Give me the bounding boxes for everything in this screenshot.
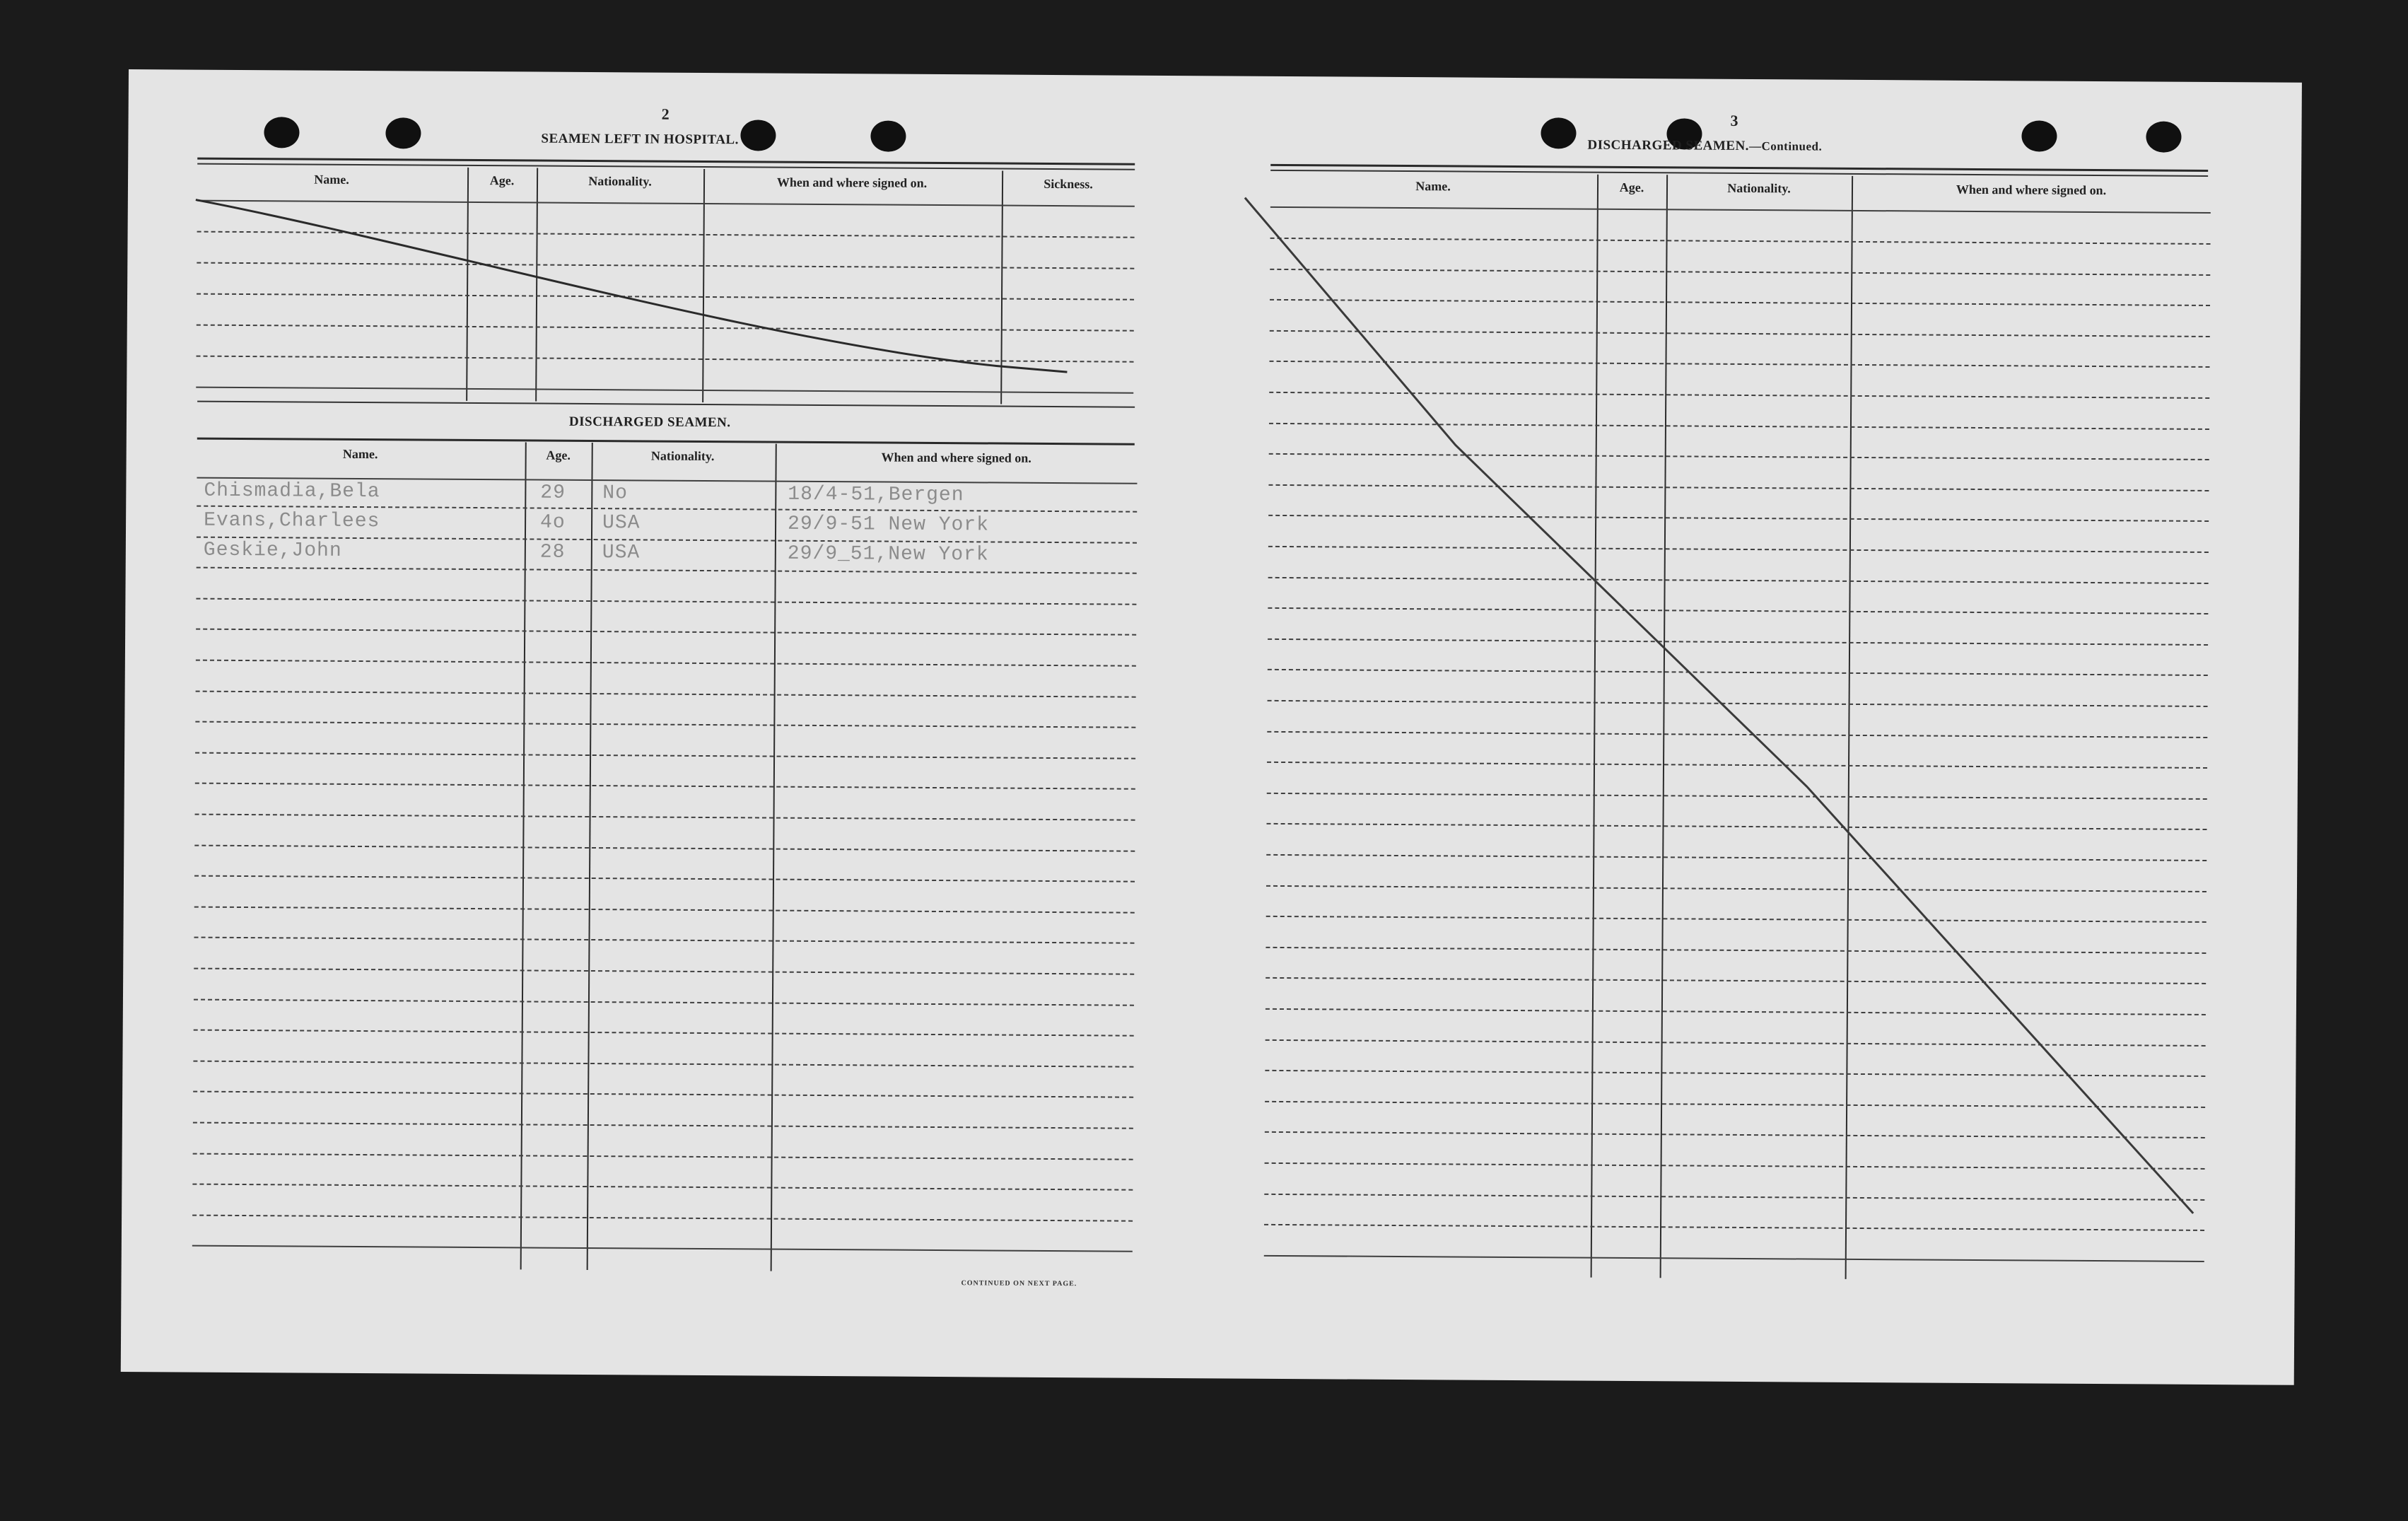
hospital-row-line xyxy=(197,231,1135,238)
ruled-line xyxy=(195,783,1135,790)
column-divider xyxy=(1591,175,1599,1278)
hospital-row-line xyxy=(196,387,1133,394)
right-section-title xyxy=(1587,138,1822,155)
hospital-col-sickness: Sickness. xyxy=(1044,176,1093,192)
ruled-line xyxy=(194,1030,1134,1037)
discharged-table xyxy=(192,441,1138,1274)
hospital-col-nationality: Nationality. xyxy=(588,173,652,189)
discharged-row-1-signed-on: 18/4-51,Bergen xyxy=(788,483,964,507)
right-col-age: Age. xyxy=(1619,180,1644,195)
binder-hole xyxy=(2021,120,2057,151)
left-page-number: 2 xyxy=(661,105,670,123)
ruled-line xyxy=(194,906,1135,913)
hospital-row-line xyxy=(197,325,1134,332)
column-divider xyxy=(520,442,527,1269)
right-title-continued: —Continued. xyxy=(1748,139,1823,153)
ruled-line xyxy=(1268,546,2209,553)
right-col-signed-on: When and where signed on. xyxy=(1956,182,2107,198)
ruled-line xyxy=(196,660,1136,667)
ruled-line xyxy=(193,1122,1133,1129)
ruled-line xyxy=(193,1153,1133,1160)
hospital-col-name: Name. xyxy=(314,172,349,187)
ruled-line xyxy=(195,721,1135,728)
ruled-line xyxy=(1265,1131,2205,1138)
ruled-line xyxy=(196,629,1136,636)
ruled-line xyxy=(194,875,1135,882)
ruled-line xyxy=(1270,268,2210,275)
column-divider xyxy=(1845,176,1854,1279)
ruled-line xyxy=(1268,607,2208,614)
ruled-line xyxy=(196,690,1136,697)
discharged-col-age: Age. xyxy=(546,448,571,462)
hospital-row-line xyxy=(197,356,1134,363)
ruled-line xyxy=(1267,793,2207,800)
continued-footnote: CONTINUED ON NEXT PAGE. xyxy=(961,1279,1077,1288)
hospital-section-title: SEAMEN LEFT IN HOSPITAL. xyxy=(541,131,739,148)
hospital-row-line xyxy=(197,293,1134,301)
ruled-line xyxy=(1268,639,2208,646)
ruled-line xyxy=(196,598,1136,605)
ruled-line xyxy=(1266,1039,2206,1046)
ruled-line xyxy=(194,844,1135,851)
ruled-line xyxy=(192,1184,1133,1191)
discharged-row-2-signed-on: 29/9-51 New York xyxy=(787,513,990,537)
ruled-line xyxy=(1270,299,2210,306)
ruled-line xyxy=(195,752,1135,759)
discharged-row-1-nationality: No xyxy=(602,482,629,505)
ruled-line xyxy=(193,1091,1133,1098)
ruled-line xyxy=(1269,453,2209,460)
discharged-row-3-nationality: USA xyxy=(602,542,641,564)
hospital-col-signed-on: When and where signed on. xyxy=(776,175,928,190)
binder-hole xyxy=(1541,117,1576,148)
ruled-line xyxy=(1265,1162,2205,1170)
right-col-name: Name. xyxy=(1415,179,1451,194)
ruled-line xyxy=(1267,730,2207,738)
ruled-line xyxy=(1266,854,2207,861)
ruled-line xyxy=(1268,484,2209,491)
ruled-line xyxy=(1266,916,2207,923)
binder-hole xyxy=(740,120,776,151)
ruled-line xyxy=(1268,700,2208,707)
ruled-line xyxy=(1265,1070,2205,1077)
discharged-row-1-age: 29 xyxy=(540,482,566,504)
ledger-sheet xyxy=(121,69,2302,1385)
ruled-line xyxy=(1264,1255,2204,1262)
discharged-col-signed-on: When and where signed on. xyxy=(881,450,1031,465)
ruled-line xyxy=(197,567,1137,574)
discharged-col-nationality: Nationality. xyxy=(650,448,715,464)
right-header-line xyxy=(1270,206,2211,214)
ruled-line xyxy=(1265,1101,2205,1108)
hospital-row-line xyxy=(197,262,1134,269)
discharged-row-2-name: Evans,Charlees xyxy=(204,509,380,533)
ruled-line xyxy=(1269,422,2209,429)
discharged-row-2-nationality: USA xyxy=(602,512,641,535)
right-title-main: DISCHARGED SEAMEN. xyxy=(1587,137,1750,154)
column-divider xyxy=(771,444,777,1271)
hospital-col-age: Age. xyxy=(489,173,515,188)
right-col-nationality: Nationality. xyxy=(1727,180,1791,196)
discharged-col-name: Name. xyxy=(342,446,378,462)
ruled-line xyxy=(1264,1224,2204,1231)
ruled-line xyxy=(1270,238,2211,245)
binder-hole xyxy=(264,117,299,148)
discharged-row-3-name: Geskie,John xyxy=(203,539,342,562)
ruled-line xyxy=(194,998,1134,1006)
ruled-line xyxy=(1268,515,2209,522)
right-discharged-table xyxy=(1264,173,2211,1281)
column-divider xyxy=(587,443,593,1270)
binder-hole xyxy=(385,117,421,148)
ruled-line xyxy=(1266,977,2206,984)
right-page-number: 3 xyxy=(1730,111,1738,129)
ruled-line xyxy=(1268,669,2208,676)
ruled-line xyxy=(1266,1008,2206,1015)
column-divider xyxy=(1660,175,1668,1278)
ruled-line xyxy=(1270,330,2210,337)
ruled-line xyxy=(1268,576,2209,583)
ruled-line xyxy=(194,968,1134,975)
ruled-line xyxy=(195,814,1135,821)
discharged-row-1-name: Chismadia,Bela xyxy=(204,479,380,503)
ruled-line xyxy=(193,1060,1133,1067)
discharged-section-title: DISCHARGED SEAMEN. xyxy=(568,414,731,431)
ruled-line xyxy=(1266,885,2207,892)
hospital-table xyxy=(196,166,1135,405)
ruled-line xyxy=(194,937,1134,944)
discharged-row-3-signed-on: 29/9_51,New York xyxy=(787,542,989,566)
ruled-line xyxy=(1269,361,2209,368)
ruled-line xyxy=(1267,762,2207,769)
ruled-line xyxy=(1266,947,2206,954)
ruled-line xyxy=(192,1245,1133,1252)
ruled-line xyxy=(1267,823,2207,830)
ruled-line xyxy=(1264,1193,2204,1200)
binder-hole xyxy=(2146,121,2181,152)
hospital-header-line xyxy=(197,200,1135,207)
discharged-row-2-age: 4o xyxy=(540,511,566,534)
discharged-row-3-age: 28 xyxy=(539,541,566,564)
ruled-line xyxy=(192,1214,1133,1221)
ruled-line xyxy=(1269,392,2209,399)
binder-hole xyxy=(870,120,906,151)
